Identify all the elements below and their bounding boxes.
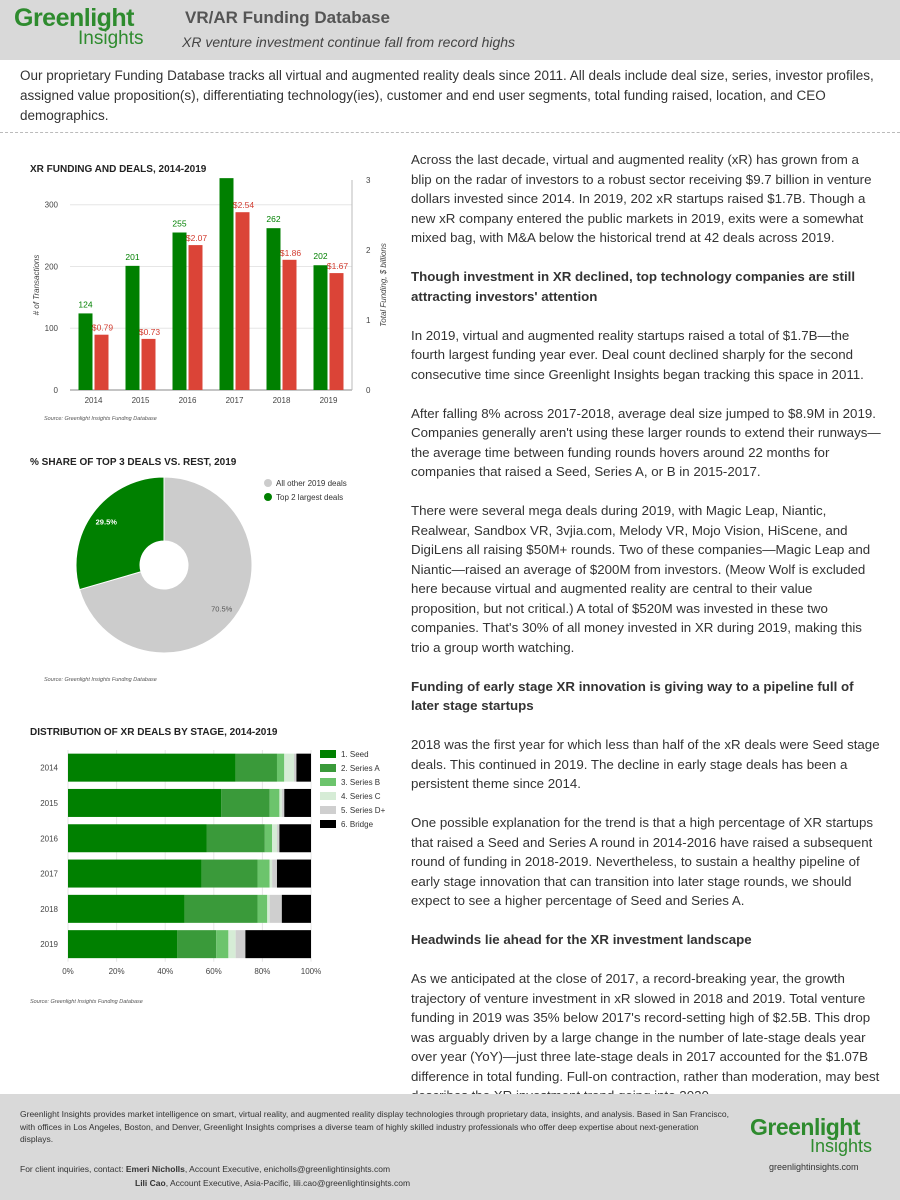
stacked-segment	[282, 789, 284, 817]
footer-logo-word-greenlight: Greenlight	[750, 1114, 861, 1140]
pie-slice	[76, 477, 164, 590]
bar-funding	[283, 260, 297, 390]
data-label-funding: $2.54	[232, 200, 255, 211]
data-label-funding: $2.07	[185, 233, 208, 244]
bar-transactions	[173, 233, 187, 391]
bar-funding	[236, 212, 250, 390]
stacked-segment	[258, 860, 270, 888]
contact-name-2: Lili Cao	[135, 1178, 166, 1188]
x-tick-label: 2017	[225, 396, 244, 405]
footer-logo-word-insights: Insights	[810, 1136, 873, 1156]
chart-source-funding: Source: Greenlight Insights Funding Database	[44, 416, 157, 422]
stacked-segment	[272, 824, 277, 852]
chart-title-stage: DISTRIBUTION OF XR DEALS BY STAGE, 2014-2019	[30, 727, 278, 738]
stacked-segment	[245, 930, 311, 958]
stacked-segment	[258, 895, 268, 923]
chart-source-share: Source: Greenlight Insights Funding Database	[44, 677, 157, 683]
article-paragraph: 2018 was the first year for which less than half of the xR deals were Seed stage deals. This continued in 2019. The decline in early stage deals has been a persistent theme since 2014.	[411, 737, 880, 791]
x-tick-label: 2016	[178, 396, 197, 405]
stacked-segment	[267, 895, 269, 923]
y-tick-label: 200	[44, 262, 58, 272]
data-label-funding: $0.73	[138, 326, 161, 337]
pie-slice-label: 70.5%	[211, 604, 233, 614]
stacked-segment	[236, 930, 246, 958]
legend-label: 4. Series C	[341, 792, 381, 801]
contact-details-1: , Account Executive, enicholls@greenlightinsights.com	[184, 1164, 391, 1174]
bar-transactions	[126, 266, 140, 390]
stacked-segment	[202, 860, 258, 888]
x-tick-label: 60%	[205, 966, 222, 976]
bar-funding	[95, 335, 109, 390]
logo-word-insights: Insights	[78, 28, 144, 49]
article-paragraph: There were several mega deals during 2019, with Magic Leap, Niantic, Realwear, Sandbox VR, 3vjia.com, Melody VR, Mojo Vision, HiScene, and DigiLens all raising $50M+ rounds. Two of these companies—Magic Leap and Niantic—raised an average of $200M from investors. (Meow Wolf is excluded here because virtual and augmented reality are central to their value proposition, but not critical.) A total of $520M was invested in these two companies. That's 30% of all money invested in XR during 2019, making this trio a group worth watching.	[411, 503, 871, 655]
data-label-funding: $0.79	[91, 322, 114, 333]
chart-title-funding-deals: XR FUNDING AND DEALS, 2014-2019	[30, 164, 207, 175]
y2-axis-label: Total Funding, $ billions	[379, 243, 388, 327]
stacked-segment	[277, 754, 284, 782]
contact-prefix: For client inquiries, contact:	[20, 1164, 124, 1174]
footer-logo	[750, 1116, 872, 1155]
data-label-transactions: 201	[125, 251, 140, 262]
y-tick-label: 100	[44, 324, 58, 334]
stacked-segment	[265, 824, 272, 852]
footer-url: greenlightinsights.com	[769, 1162, 859, 1172]
article-heading: Though investment in XR declined, top technology companies are still attracting investors' attention	[411, 269, 856, 304]
bar-transactions	[220, 178, 234, 390]
x-tick-label: 100%	[300, 966, 322, 976]
stacked-segment	[282, 895, 311, 923]
article-heading: Headwinds lie ahead for the XR investment landscape	[411, 932, 752, 947]
legend-swatch	[320, 820, 336, 828]
legend-swatch	[320, 792, 336, 800]
data-label-funding: $1.86	[279, 247, 302, 258]
stacked-segment	[228, 930, 235, 958]
data-label-transactions: 255	[172, 218, 187, 229]
logo-word-greenlight: Greenlight	[14, 4, 135, 32]
y-tick-label: 2015	[40, 798, 58, 808]
stacked-segment	[221, 789, 270, 817]
article-body	[411, 150, 881, 1125]
article-paragraph: As we anticipated at the close of 2017, a record-breaking year, the growth trajectory of venture investment in xR slowed in 2018 and 2019. Total venture funding in 2019 was 35% below 2017's record-setting high of $2.5B. This drop was arguably driven by a large change in the number of late-stage deals year over year (YoY)—just three late-stage deals in 2017 accounted for the $1.07B difference in total funding. Full-on contraction, rather than moderation, may best	[411, 971, 880, 1084]
y-tick-label: 300	[44, 200, 58, 210]
y-axis-label: # of Transactions	[32, 254, 41, 316]
page-footer	[0, 1094, 900, 1200]
article-heading: Funding of early stage XR innovation is giving way to a pipeline full of later stage startups	[411, 678, 854, 713]
y2-tick-label: 0	[366, 386, 371, 395]
stacked-segment	[284, 789, 311, 817]
y-tick-label: 2017	[40, 869, 58, 879]
chart-title-share: % SHARE OF TOP 3 DEALS VS. REST, 2019	[30, 457, 237, 468]
page-header	[0, 0, 900, 60]
legend-label: 6. Bridge	[341, 820, 374, 829]
brand-logo	[14, 6, 143, 48]
y-tick-label: 2019	[40, 940, 58, 950]
contact-details-2: , Account Executive, Asia-Pacific, lili.cao@greenlightinsights.com	[165, 1178, 411, 1188]
funding-deals-chart	[20, 170, 400, 430]
footer-about: Greenlight Insights provides market intelligence on smart, virtual reality, and augmented reality display technologies through proprietary data, insights, and analysis. Based in San Francisco, with offices in Los Angeles, Boston, and Denver, Greenlight Insights comprises a diverse team of highly skilled industry professionals who offer deep expertise about next-generation displays.	[20, 1109, 730, 1144]
stacked-segment	[185, 895, 258, 923]
bar-funding	[330, 273, 344, 390]
stacked-segment	[68, 789, 221, 817]
bar-funding	[189, 245, 203, 390]
data-label-funding: $1.67	[326, 261, 349, 272]
stacked-segment	[294, 754, 296, 782]
stacked-segment	[284, 754, 294, 782]
bar-transactions	[314, 265, 328, 390]
share-pie-chart	[20, 470, 390, 670]
stage-distribution-chart	[20, 745, 400, 985]
article-paragraph: In 2019, virtual and augmented reality startups raised a total of $1.7B—the fourth largest funding year ever. Deal count declined sharply for the second consecutive time since Greenlight Insights began tracking this space in 2011.	[411, 327, 864, 382]
footer-contact	[20, 1162, 540, 1190]
stacked-segment	[296, 754, 311, 782]
legend-label: 3. Series B	[341, 778, 381, 787]
stacked-segment	[68, 824, 207, 852]
stacked-segment	[279, 789, 281, 817]
bar-transactions	[267, 228, 281, 390]
bar-funding	[142, 339, 156, 390]
legend-swatch	[264, 479, 272, 487]
legend-swatch	[320, 806, 336, 814]
article-paragraph: One possible explanation for the trend is that a high percentage of XR startups that raised a Seed and Series A round in 2014-2016 have raised a subsequent round of funding in 2018-2019. Nevertheless, to sustain a healthy pipeline of early stage innovation that can transition into later stage rounds, we should expect to see a higher percentage of Seed and Series A.	[411, 815, 873, 908]
legend-swatch	[320, 764, 336, 772]
page-title: VR/AR Funding Database	[185, 8, 390, 27]
y-tick-label: 0	[53, 386, 58, 395]
stacked-segment	[272, 860, 277, 888]
bar-transactions	[79, 313, 93, 390]
chart-source-stage: Source: Greenlight Insights Funding Database	[30, 999, 143, 1005]
stacked-segment	[68, 860, 202, 888]
data-label-transactions: 262	[266, 214, 281, 225]
legend-label: All other 2019 deals	[276, 479, 347, 488]
stacked-segment	[277, 824, 279, 852]
y-tick-label: 2018	[40, 904, 58, 914]
y2-tick-label: 2	[366, 246, 371, 255]
stacked-segment	[279, 824, 311, 852]
stacked-segment	[270, 860, 272, 888]
stacked-segment	[68, 754, 236, 782]
x-tick-label: 80%	[254, 966, 271, 976]
stacked-segment	[270, 895, 282, 923]
data-label-transactions: 124	[78, 299, 93, 310]
page-subtitle: XR venture investment continue fall from record highs	[182, 34, 516, 50]
stacked-segment	[216, 930, 228, 958]
legend-label: 1. Seed	[341, 750, 369, 759]
pie-slice-label: 29.5%	[95, 517, 117, 527]
x-tick-label: 20%	[108, 966, 125, 976]
x-tick-label: 2019	[319, 396, 338, 405]
stacked-segment	[68, 930, 177, 958]
y-tick-label: 2016	[40, 834, 58, 844]
legend-label: Top 2 largest deals	[276, 493, 344, 502]
article-paragraph: After falling 8% across 2017-2018, average deal size jumped to $8.9M in 2019. Companies generally aren't using these larger rounds to extend their runways—the average time between funding rounds hovers around 22 months for companies that raised a Seed, Series A, or B in 2015-2017.	[411, 405, 881, 479]
intro-paragraph: Our proprietary Funding Database tracks all virtual and augmented reality deals since 2011. All deals include deal size, series, investor profiles, assigned value proposition(s), differentiating technology(ies), customer and end user segments, total funding raised, location, and CEO demographics.	[20, 68, 874, 123]
y2-tick-label: 1	[366, 316, 371, 325]
article-paragraph: Across the last decade, virtual and augmented reality (xR) has grown from a blip on the radar of investors to a robust sector receiving $9.7 billion in venture dollars invested since 2014. In 2019, 202 xR startups raised $1.7B. Though a new xR company entered the public markets in 2019, exits were a somewhat mixed bag, with M&A below the historical trend at 42 deals across 2019.	[411, 152, 872, 245]
contact-name-1: Emeri Nicholls	[125, 1164, 185, 1174]
stacked-segment	[68, 895, 185, 923]
x-tick-label: 0%	[62, 966, 74, 976]
x-tick-label: 2018	[272, 396, 291, 405]
data-label-transactions: 202	[313, 251, 328, 262]
section-divider	[0, 132, 900, 133]
stacked-segment	[277, 860, 311, 888]
legend-label: 5. Series D+	[341, 806, 386, 815]
x-tick-label: 40%	[157, 966, 174, 976]
legend-swatch	[264, 493, 272, 501]
stacked-segment	[177, 930, 216, 958]
x-tick-label: 2014	[84, 396, 103, 405]
y-tick-label: 2014	[40, 763, 58, 773]
stacked-segment	[270, 789, 280, 817]
legend-label: 2. Series A	[341, 764, 380, 773]
stacked-segment	[207, 824, 265, 852]
y2-tick-label: 3	[366, 176, 371, 185]
legend-swatch	[320, 750, 336, 758]
stacked-segment	[236, 754, 277, 782]
legend-swatch	[320, 778, 336, 786]
x-tick-label: 2015	[131, 396, 150, 405]
